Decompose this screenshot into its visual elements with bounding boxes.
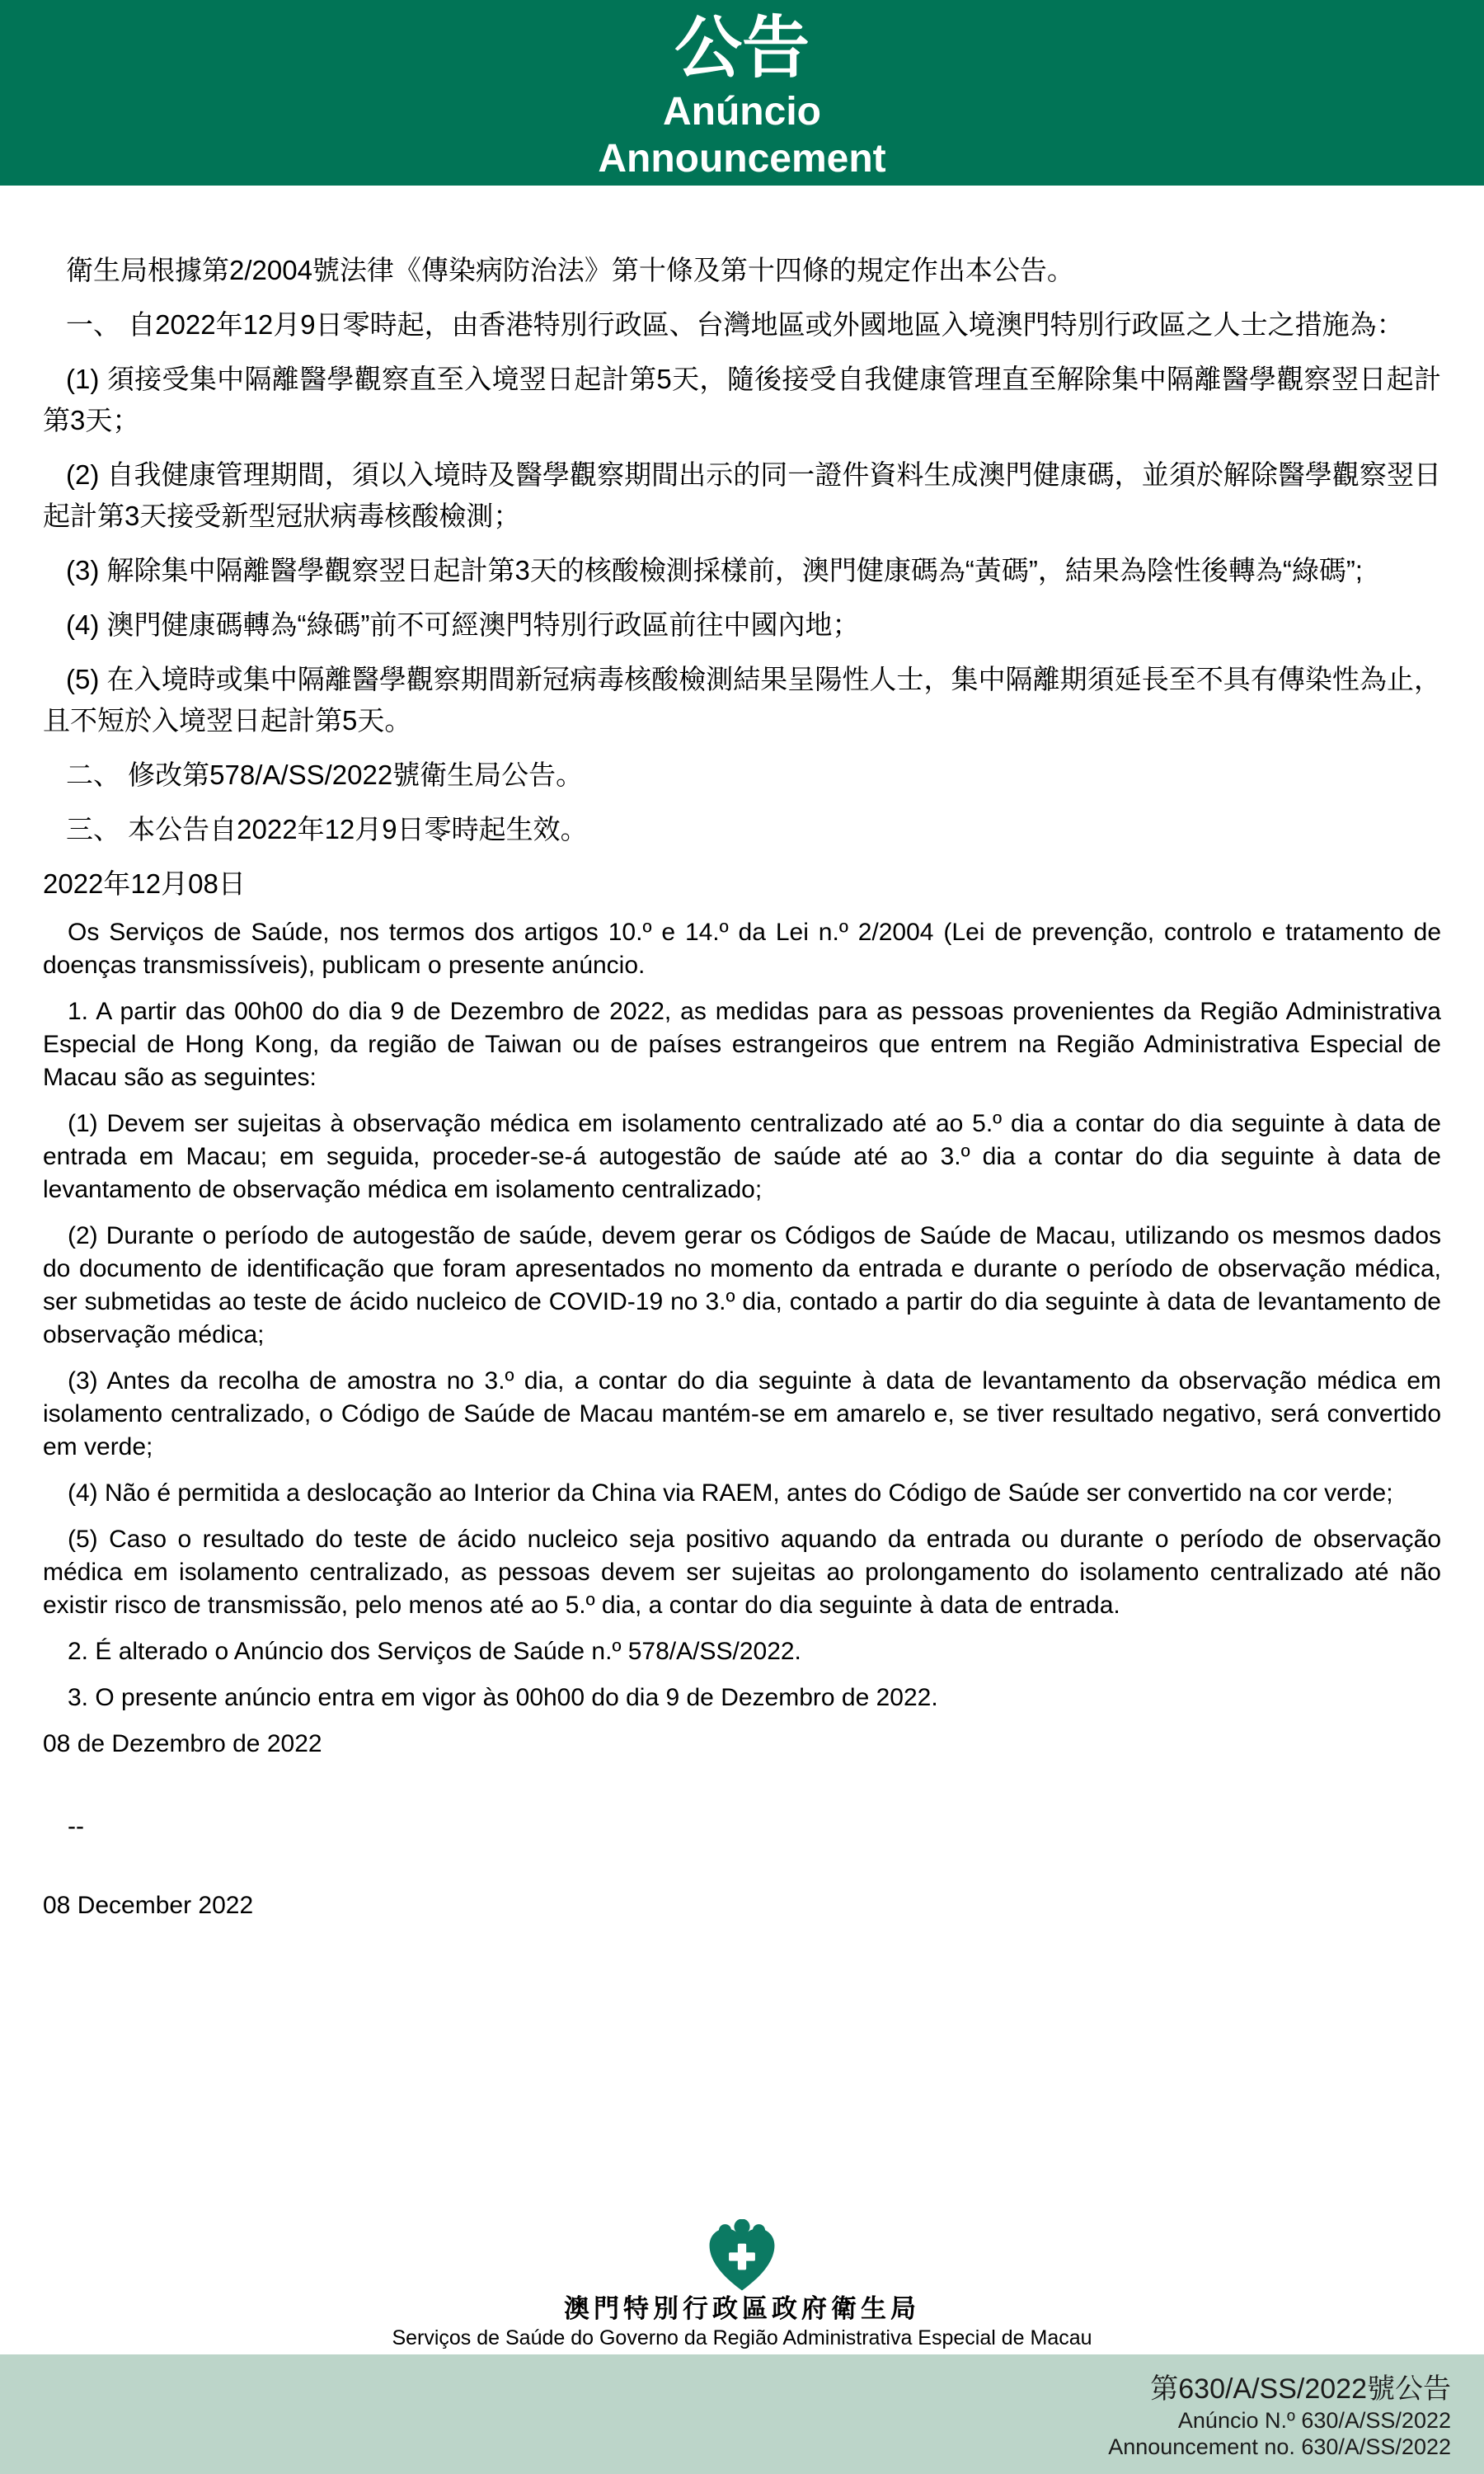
chinese-paragraph: (1) 須接受集中隔離醫學觀察直至入境翌日起計第5天，隨後接受自我健康管理直至解除集中隔離醫學觀察翌日起計第3天； — [43, 364, 1441, 435]
date-line-zh: 2022年12月08日 — [43, 868, 246, 899]
separator-dashes: -- — [68, 1813, 84, 1840]
chinese-paragraph: (3) 解除集中隔離醫學觀察翌日起計第3天的核酸檢測採樣前，澳門健康碼為“黃碼”，結果為陰性後轉為“綠碼”; — [66, 555, 1363, 586]
reference-number-pt: Anúncio N.º 630/A/SS/2022 — [1177, 2408, 1451, 2433]
chinese-paragraphs — [43, 250, 1441, 850]
portuguese-paragraph: 3. O presente anúncio entra em vigor às 00h00 do dia 9 de Dezembro de 2022. — [68, 1684, 938, 1711]
chinese-paragraph: 二、 修改第578/A/SS/2022號衛生局公告。 — [66, 760, 584, 790]
portuguese-paragraphs — [43, 916, 1441, 1714]
portuguese-paragraph: 1. A partir das 00h00 do dia 9 de Dezembro de 2022, as medidas para as pessoas provenientes da Região Administrativa Especial de Hong Kong, da região de Taiwan ou de países estrangeiros que entrem na Região Administrativa Especial de Macau são as seguintes: — [43, 998, 1441, 1091]
portuguese-paragraph: (5) Caso o resultado do teste de ácido nucleico seja positivo aquando da entrada ou durante o período de observação médica em isolamento centralizado, as pessoas devem ser sujeitas ao prolongamento do isolamento centralizado até não existir risco de transmissão, pelo menos até ao 5.º dia, a contar do dia seguinte à data de entrada. — [43, 1526, 1441, 1619]
portuguese-paragraph: (1) Devem ser sujeitas à observação médica em isolamento centralizado até ao 5.º dia a contar do dia seguinte à data de entrada em Macau; em seguida, proceder-se-á autogestão de saúde até ao 3.º dia a contar do dia seguinte à data de levantamento de observação médica em isolamento centralizado; — [43, 1110, 1441, 1203]
reference-bar — [0, 2354, 1484, 2474]
issuer-block — [0, 2219, 1484, 2354]
reference-number-en: Announcement no. 630/A/SS/2022 — [1108, 2434, 1451, 2459]
reference-number-zh: 第630/A/SS/2022號公告 — [1150, 2373, 1451, 2405]
chinese-paragraph: (2) 自我健康管理期間，須以入境時及醫學觀察期間出示的同一證件資料生成澳門健康碼，並須於解除醫學觀察翌日起計第3天接受新型冠狀病毒核酸檢測； — [43, 459, 1441, 531]
date-line-en: 08 December 2022 — [43, 1892, 254, 1919]
portuguese-paragraph: (4) Não é permitida a deslocação ao Interior da China via RAEM, antes do Código de Saúde ser convertido na cor verde; — [68, 1479, 1393, 1507]
chinese-section — [43, 250, 1441, 905]
chinese-paragraph: 一、 自2022年12月9日零時起，由香港特別行政區、台灣地區或外國地區入境澳門特別行政區之人士之措施為： — [66, 309, 1404, 340]
page-title-pt: Anúncio — [663, 90, 821, 134]
issuer-name-zh: 澳門特別行政區政府衛生局 — [564, 2294, 920, 2323]
health-bureau-heart-cross-logo-icon — [704, 2219, 780, 2292]
date-line-pt: 08 de Dezembro de 2022 — [43, 1730, 322, 1757]
portuguese-paragraph: Os Serviços de Saúde, nos termos dos artigos 10.º e 14.º da Lei n.º 2/2004 (Lei de prevenção, controlo e tratamento de doenças transmissíveis), publicam o presente anúncio. — [43, 919, 1441, 979]
header-banner — [0, 0, 1484, 186]
page-title-zh: 公告 — [674, 11, 810, 86]
portuguese-paragraph: (2) Durante o período de autogestão de saúde, devem gerar os Códigos de Saúde de Macau, utilizando os mesmos dados do documento de identificação que foram apresentados no momento da entrada e durante o período de observação médica, ser submetidas ao teste de ácido nucleico de COVID-19 no 3.º dia, contado a partir do dia seguinte à data de levantamento de observação médica; — [43, 1222, 1441, 1348]
chinese-paragraph: 三、 本公告自2022年12月9日零時起生效。 — [66, 814, 588, 844]
portuguese-paragraph: 2. É alterado o Anúncio dos Serviços de Saúde n.º 578/A/SS/2022. — [68, 1638, 801, 1665]
page-title-en: Announcement — [598, 137, 886, 181]
chinese-paragraph: 衛生局根據第2/2004號法律《傳染病防治法》第十條及第十四條的規定作出本公告。 — [66, 255, 1074, 285]
issuer-name-pt: Serviços de Saúde do Governo da Região Administrativa Especial de Macau — [392, 2326, 1092, 2349]
portuguese-paragraph: (3) Antes da recolha de amostra no 3.º dia, a contar do dia seguinte à data de levantamento da observação médica em isolamento centralizado, o Código de Saúde de Macau mantém-se em amarelo e, se tiver resultado negativo, será convertido em verde; — [43, 1367, 1441, 1460]
chinese-paragraph: (4) 澳門健康碼轉為“綠碼”前不可經澳門特別行政區前往中國內地； — [66, 609, 860, 640]
portuguese-section — [43, 916, 1441, 1922]
chinese-paragraph: (5) 在入境時或集中隔離醫學觀察期間新冠病毒核酸檢測結果呈陽性人士，集中隔離期須延長至不具有傳染性為止，且不短於入境翌日起計第5天。 — [43, 664, 1441, 736]
document-body — [0, 186, 1484, 1922]
